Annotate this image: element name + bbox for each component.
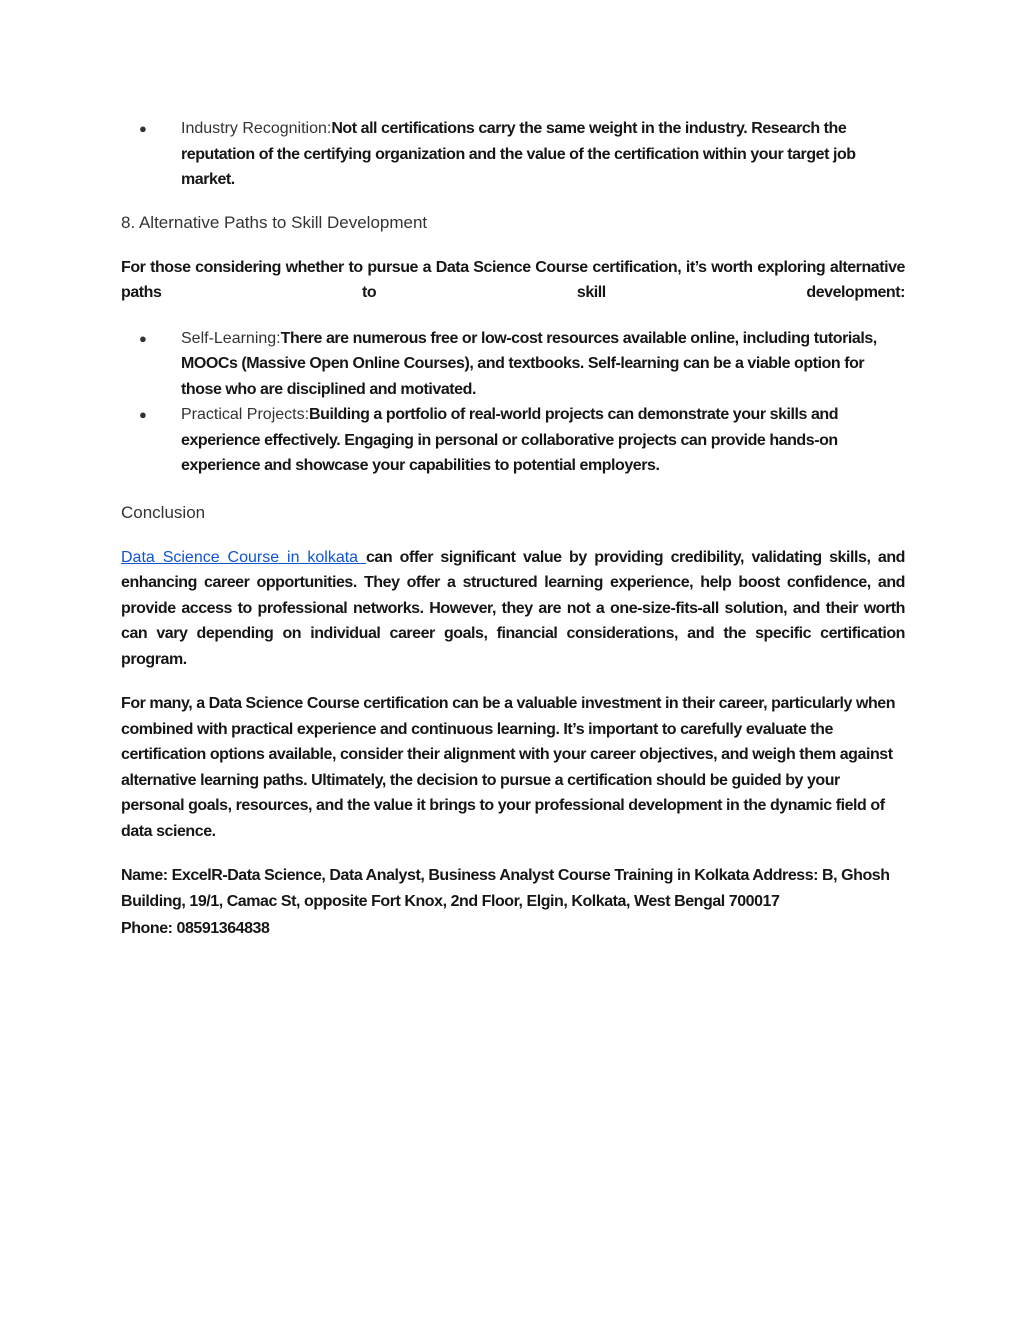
conclusion-paragraph-2: For many, a Data Science Course certification can be a valuable investment in their career, particularly when combined with practical experience and continuous learning. It’s important to carefully evaluate the certification options available, consider their alignment with your career objectives, and weigh them against alternative learning paths. Ultimately, the decision to pursue a certification should be guided by your personal goals, resources, and the value it brings to your professional development in the dynamic field of data science.: [121, 695, 896, 840]
contact-block: [121, 863, 905, 942]
contact-name-address: Name: ExcelR-Data Science, Data Analyst, Business Analyst Course Training in Kolkata Address: B, Ghosh Building, 19/1, Camac St, opposite Fort Knox, 2nd Floor, Elgin, Kolkata, West Bengal 700017: [121, 867, 890, 910]
bullet-practical-projects: [121, 402, 905, 479]
conclusion-paragraph-1-text: can offer significant value by providing credibility, validating skills, and enhancing career opportunities. They offer a structured learning experience, help boost confidence, and provide access to professional networks. However, they are not a one-size-fits-all solution, and their worth can vary depending on individual career goals, financial considerations, and the specific certification program.: [121, 548, 905, 668]
course-link[interactable]: Data Science Course in kolkata: [121, 548, 366, 566]
alternative-paths-intro: For those considering whether to pursue a Data Science Course certification, it’s worth exploring alternative paths to skill development:: [121, 258, 905, 301]
bullet-industry-recognition: [121, 116, 905, 193]
contact-phone: Phone: 08591364838: [121, 920, 270, 937]
bullet-dot-icon: ●: [139, 330, 147, 346]
industry-recognition-list: [121, 116, 905, 193]
section-heading-conclusion: Conclusion: [121, 502, 206, 522]
bullet-self-learning: [121, 326, 905, 403]
section-heading-alternative-paths: 8. Alternative Paths to Skill Development: [121, 212, 428, 232]
page-content: [121, 116, 905, 942]
conclusion-paragraph-1: [121, 545, 905, 673]
bullet-dot-icon: ●: [139, 407, 147, 422]
alternative-paths-list: [121, 326, 905, 479]
bullet-term: Practical Projects:: [181, 406, 310, 423]
bullet-term: Self-Learning:: [181, 329, 281, 347]
bullet-text: There are numerous free or low-cost resources available online, including tutorials, MOOCs (Massive Open Online Courses), and textbooks. Self-learning can be a viable option for those who are disciplined and motivated.: [181, 329, 877, 398]
bullet-text: Not all certifications carry the same weight in the industry. Research the reputation of the certifying organization and the value of the certification within your target job market.: [181, 120, 856, 188]
bullet-dot-icon: ●: [139, 121, 147, 136]
bullet-term: Industry Recognition:: [181, 120, 332, 137]
bullet-text: Building a portfolio of real-world projects can demonstrate your skills and experience effectively. Engaging in personal or collaborative projects can provide hands-on experience and showcase your capabilities to potential employers.: [181, 406, 839, 474]
